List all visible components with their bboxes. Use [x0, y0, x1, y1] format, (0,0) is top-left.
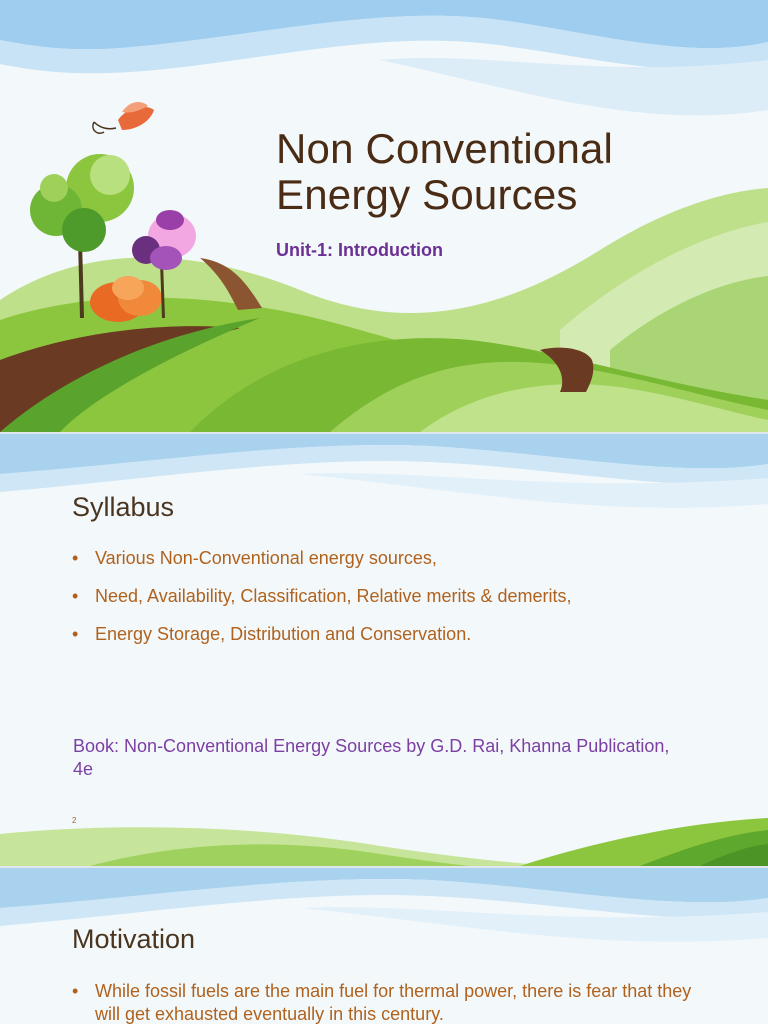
- book-reference: [73, 735, 673, 781]
- syllabus-bullet-list: [72, 547, 572, 646]
- book-label: Book:: [73, 736, 120, 756]
- list-item: • Energy Storage, Distribution and Conservation.: [72, 624, 472, 644]
- title-slide: [0, 0, 768, 432]
- list-item: • Various Non-Conventional energy sources,: [72, 548, 437, 568]
- slide-subtitle: Unit-1: Introduction: [276, 240, 443, 260]
- slide-title-line-2: Energy Sources: [276, 171, 578, 218]
- slide-title: [276, 126, 613, 218]
- slide-heading-syllabus: Syllabus: [72, 492, 175, 522]
- motivation-bullet-list: [72, 980, 712, 1024]
- motivation-slide: [0, 868, 768, 1024]
- book-title: Non-Conventional Energy Sources by G.D. Rai, Khanna Publication, 4e: [73, 736, 670, 779]
- slide-title-line-1: Non Conventional: [276, 125, 614, 172]
- bird-icon: [93, 102, 154, 133]
- syllabus-slide: [0, 434, 768, 866]
- list-item: • While fossil fuels are the main fuel for thermal power, there is fear that they will get exhausted eventually in this century.: [72, 981, 692, 1024]
- list-item: • Need, Availability, Classification, Relative merits & demerits,: [72, 586, 572, 606]
- slide-heading-motivation: Motivation: [72, 924, 196, 954]
- page-number: 2: [72, 816, 77, 825]
